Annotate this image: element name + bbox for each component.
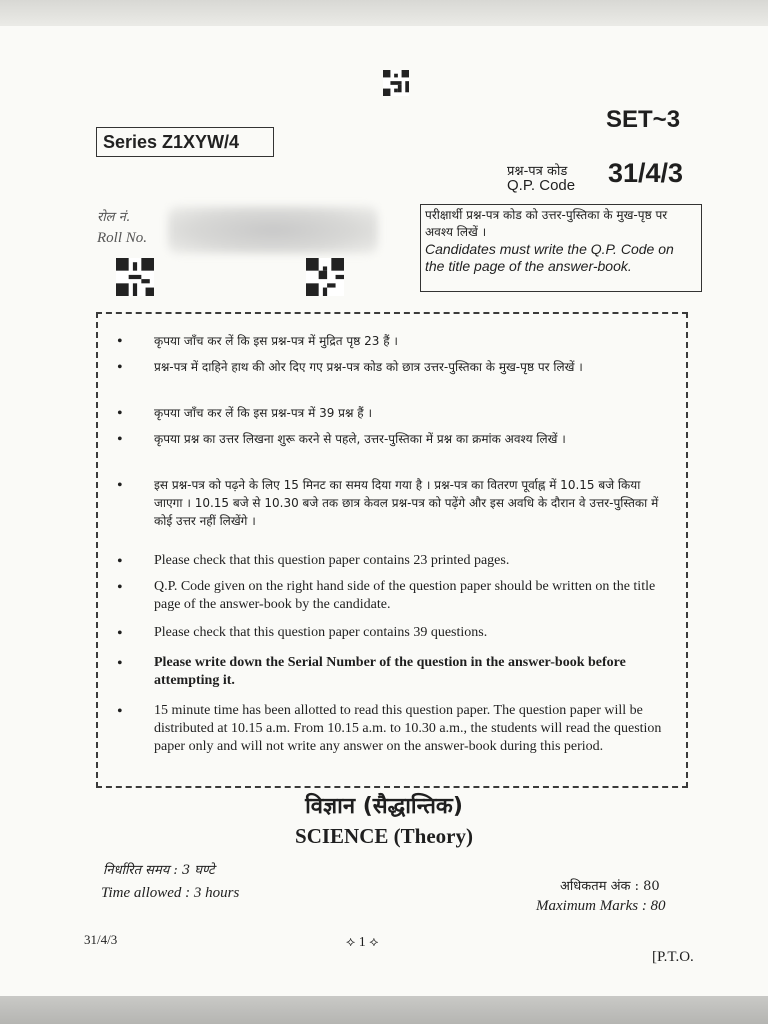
time-allowed: Time allowed : 3 hours [101, 885, 240, 901]
bullet-icon: • [117, 553, 123, 570]
bullet-icon: • [117, 625, 123, 642]
instructions-box [96, 312, 688, 788]
qp-code-label-hindi: प्रश्न-पत्र कोड [507, 164, 568, 179]
instruction-english: Please check that this question paper contains 23 printed pages. [154, 553, 510, 568]
bullet-icon: • [117, 405, 123, 422]
instruction-hindi: कृपया जाँच कर लें कि इस प्रश्न-पत्र में 39 प्रश्न हैं । [154, 406, 373, 420]
qp-code-value: 31/4/3 [608, 158, 684, 188]
pto-label: [P.T.O. [652, 949, 694, 965]
set-label: SET~3 [606, 106, 681, 133]
subject-title: SCIENCE (Theory) [295, 824, 473, 848]
qp-code-label: Q.P. Code [507, 177, 576, 194]
candidate-note-hindi: परीक्षार्थी प्रश्न-पत्र कोड को उत्तर-पुस्तिका के मुख-पृष्ठ पर अवश्य लिखें । [425, 208, 668, 239]
instruction-hindi: कृपया जाँच कर लें कि इस प्रश्न-पत्र में मुद्रित पृष्ठ 23 हैं । [154, 334, 398, 348]
roll-no-label: Roll No. [97, 230, 148, 246]
photo-bottom-edge [0, 996, 768, 1024]
page-number: ⟡ 1 ⟡ [346, 935, 379, 950]
bullet-icon: • [117, 579, 123, 596]
bullet-icon: • [117, 431, 123, 448]
roll-no-label-hindi: रोल नं. [97, 210, 130, 225]
roll-no-redacted [168, 206, 378, 254]
bullet-icon: • [117, 655, 123, 672]
bullet-icon: • [117, 477, 123, 494]
instruction-hindi: इस प्रश्न-पत्र को पढ़ने के लिए 15 मिनट का समय दिया गया है । प्रश्न-पत्र का वितरण पूर्वाह्न में 10.15 बजे किया जाएगा । 10.15 बजे से 10.30 बजे तक छात्र केवल प्रश्न-पत्र को पढ़ेंगे और इस अवधि के दौरान वे उत्तर-पुस्तिका में कोई उत्तर नहीं लिखेंगे । [154, 478, 659, 528]
footer-qp-code: 31/4/3 [84, 932, 118, 947]
qr-code-icon [382, 70, 410, 96]
maximum-marks-hindi: अधिकतम अंक : 80 [560, 879, 660, 894]
instruction-english: Please check that this question paper contains 39 questions. [154, 625, 488, 640]
instruction-hindi: प्रश्न-पत्र में दाहिने हाथ की ओर दिए गए प्रश्न-पत्र कोड को छात्र उत्तर-पुस्तिका के मुख-पृष्ठ पर लिखें । [154, 360, 583, 374]
instruction-hindi: कृपया प्रश्न का उत्तर लिखना शुरू करने से पहले, उत्तर-पुस्तिका में प्रश्न का क्रमांक अवश्य लिखें । [154, 432, 566, 446]
candidate-note [420, 204, 702, 292]
instruction-english: Q.P. Code given on the right hand side of the question paper should be written on the title page of the answer-book by the candidate. [154, 579, 656, 612]
series-label: Series Z1XYW/4 [96, 127, 274, 157]
time-allowed-hindi: निर्धारित समय : 3 घण्टे [103, 863, 215, 878]
photo-top-edge [0, 0, 768, 28]
instruction-english: Please write down the Serial Number of the question in the answer-book before attempting it. [154, 655, 626, 688]
qr-code-icon [306, 258, 344, 296]
bullet-icon: • [117, 359, 123, 376]
qr-code-icon [116, 258, 154, 296]
subject-title-hindi: विज्ञान (सैद्धान्तिक) [305, 794, 463, 819]
maximum-marks: Maximum Marks : 80 [536, 898, 666, 914]
instruction-english: 15 minute time has been allotted to read this question paper. The question paper will be distributed at 10.15 a.m. From 10.15 a.m. to 10.30 a.m., the students will read the question paper only and will not write any answer on the answer-book during this period. [154, 703, 662, 754]
bullet-icon: • [117, 703, 123, 720]
bullet-icon: • [117, 333, 123, 350]
candidate-note-english: Candidates must write the Q.P. Code on the title page of the answer-book. [425, 241, 674, 274]
